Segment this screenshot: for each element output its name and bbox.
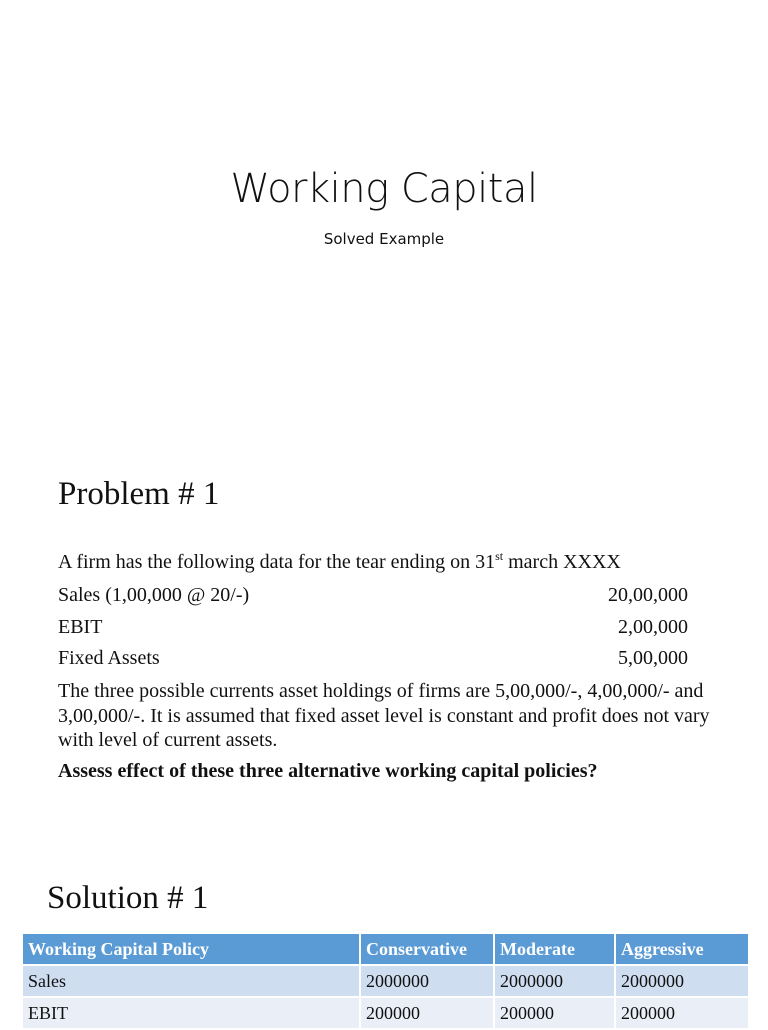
data-label: EBIT	[58, 616, 103, 638]
problem-heading: Problem # 1	[58, 476, 220, 512]
table-cell: 200000	[615, 997, 749, 1029]
table-cell: 2000000	[615, 965, 749, 997]
intro-prefix: A firm has the following data for the tear ending on 31	[58, 551, 496, 573]
table-row	[22, 965, 749, 997]
table-row	[22, 997, 749, 1029]
column-header: Conservative	[360, 933, 494, 965]
problem-question: Assess effect of these three alternative working capital policies?	[58, 760, 598, 782]
column-header: Moderate	[494, 933, 615, 965]
data-row	[58, 583, 688, 607]
intro-superscript: st	[495, 549, 504, 563]
problem-paragraph: The three possible currents asset holdings of firms are 5,00,000/-, 4,00,000/- and 3,00,000/-. It is assumed that fixed asset level is constant and profit does not vary with level of current assets.	[58, 680, 710, 751]
slide-title: Working Capital	[230, 166, 538, 212]
table-cell: 2000000	[360, 965, 494, 997]
data-value: 20,00,000	[608, 584, 688, 606]
table-cell: 200000	[360, 997, 494, 1029]
title-slide	[0, 0, 768, 432]
data-label: Sales (1,00,000 @ 20/-)	[58, 584, 250, 606]
table-cell: 200000	[494, 997, 615, 1029]
column-header: Aggressive	[615, 933, 749, 965]
solution-heading: Solution # 1	[47, 880, 209, 916]
table-cell: 2000000	[494, 965, 615, 997]
table-cell: EBIT	[22, 997, 360, 1029]
solution-slide	[0, 836, 768, 1024]
slide-subtitle: Solved Example	[323, 230, 445, 248]
data-row	[58, 646, 688, 670]
table-cell: Sales	[22, 965, 360, 997]
intro-suffix: march XXXX	[503, 551, 621, 573]
policy-table	[21, 932, 750, 1030]
problem-intro	[58, 550, 688, 576]
data-value: 5,00,000	[618, 647, 688, 669]
data-row	[58, 615, 688, 639]
table-header-row	[22, 933, 749, 965]
data-label: Fixed Assets	[58, 647, 160, 669]
data-value: 2,00,000	[618, 616, 688, 638]
column-header: Working Capital Policy	[22, 933, 360, 965]
problem-slide	[0, 432, 768, 836]
